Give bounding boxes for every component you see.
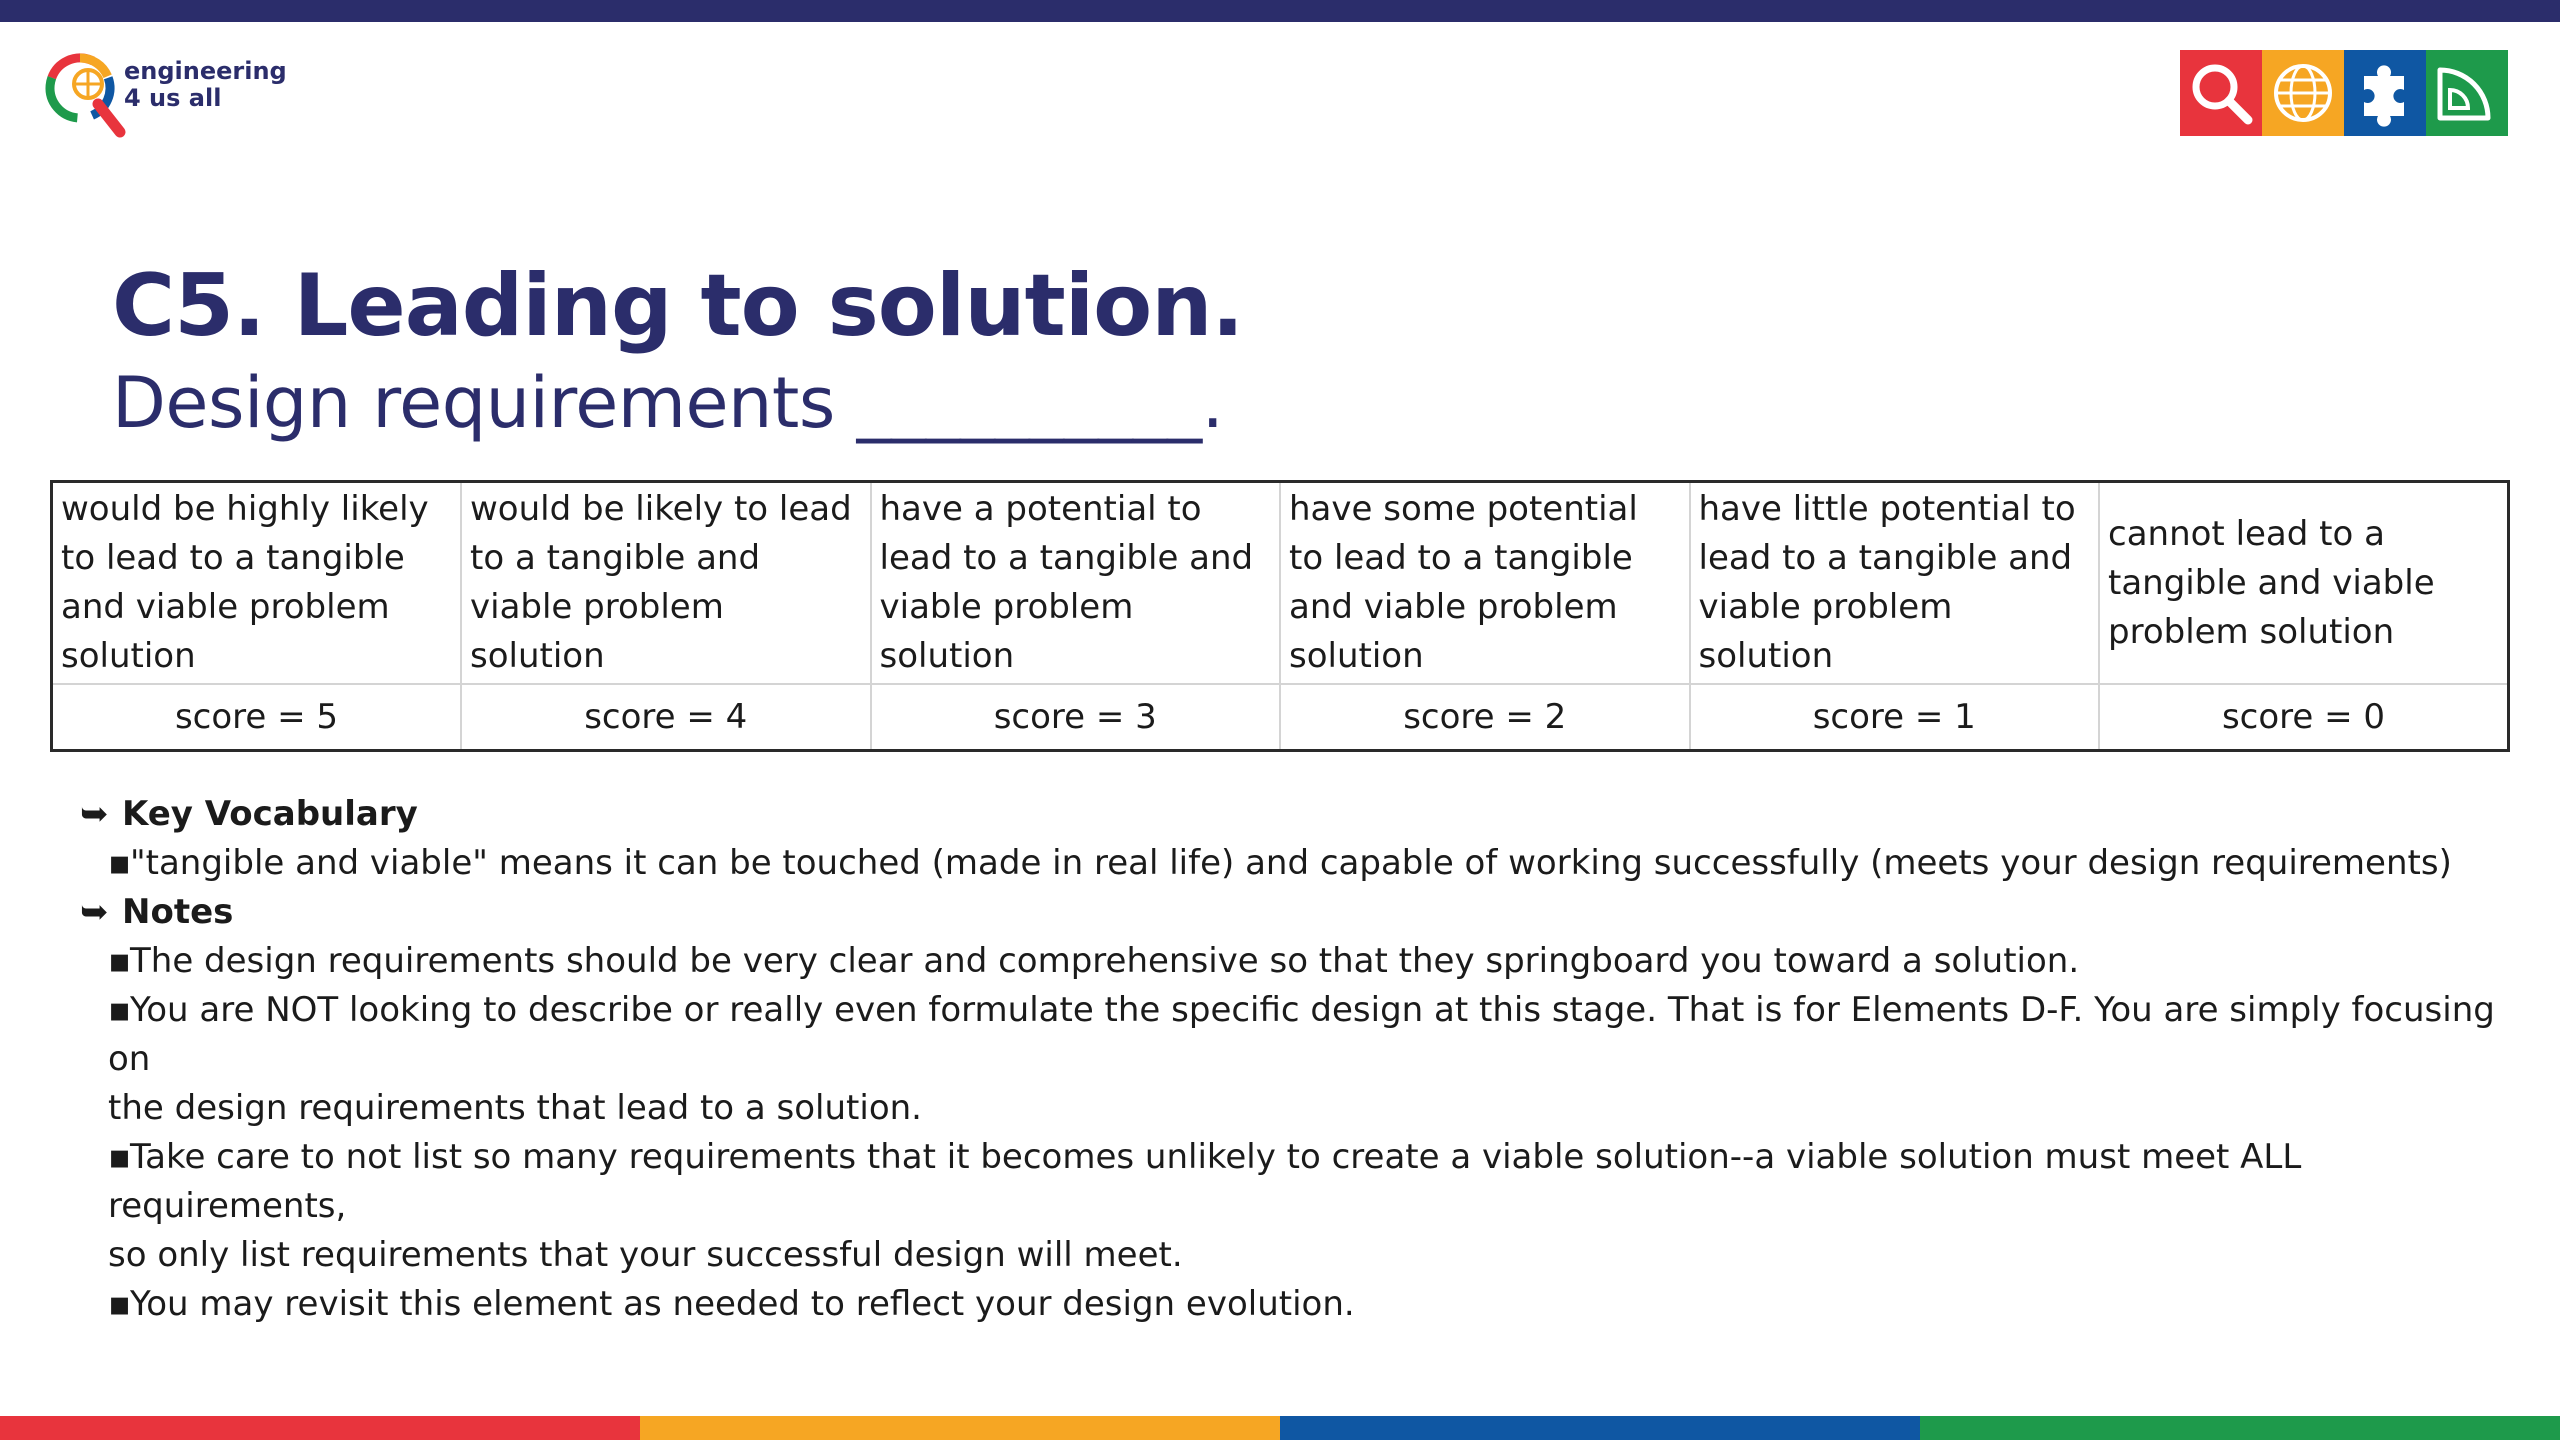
slide-title: C5. Leading to solution. xyxy=(112,256,1244,356)
slide-subtitle: Design requirements __________. xyxy=(112,362,1224,444)
logo-text-line1: engineering xyxy=(124,57,287,85)
arrow-bullet-icon: ➥ xyxy=(80,794,109,834)
note-text: The design requirements should be very clear and comprehensive so that they springboard you toward a solution. xyxy=(130,941,2080,981)
rubric-description-row xyxy=(52,482,2509,685)
protractor-icon xyxy=(2426,50,2508,136)
square-bullet-icon: ▪ xyxy=(108,941,132,981)
notes-label: Notes xyxy=(122,892,234,932)
rubric-cell-description: cannot lead to a tangible and viable problem solution xyxy=(2099,482,2509,685)
note-text: Take care to not list so many requirements that it becomes unlikely to create a viable solution--a viable solution must meet ALL requirements, xyxy=(108,1137,2302,1226)
list-item xyxy=(80,937,2500,986)
puzzle-icon xyxy=(2344,50,2426,136)
top-accent-bar xyxy=(0,0,2560,22)
bottom-bar-orange-segment xyxy=(640,1416,1280,1440)
scoring-rubric-table xyxy=(50,480,2510,752)
note-text: You are NOT looking to describe or really even formulate the specific design at this stage. That is for Elements D-F. You are simply focusing on xyxy=(108,990,2495,1079)
arrow-bullet-icon: ➥ xyxy=(80,892,109,932)
rubric-cell-score: score = 2 xyxy=(1280,684,1690,751)
notes-section xyxy=(80,790,2500,1329)
rubric-cell-description: would be highly likely to lead to a tangible and viable problem solution xyxy=(52,482,462,685)
note-text: You may revisit this element as needed to reflect your design evolution. xyxy=(130,1284,1355,1324)
rubric-cell-description: would be likely to lead to a tangible and viable problem solution xyxy=(461,482,871,685)
rubric-cell-score: score = 5 xyxy=(52,684,462,751)
vocab-item-text: "tangible and viable" means it can be touched (made in real life) and capable of working successfully (meets your design requirements) xyxy=(130,843,2452,883)
list-item xyxy=(80,986,2500,1084)
bottom-bar-blue-segment xyxy=(1280,1416,1920,1440)
list-item xyxy=(80,1280,2500,1329)
bottom-bar-red-segment xyxy=(0,1416,640,1440)
magnifier-icon xyxy=(2180,50,2262,136)
list-item xyxy=(80,1133,2500,1231)
square-bullet-icon: ▪ xyxy=(108,990,132,1030)
logo-text-line2: 4 us all xyxy=(124,84,222,112)
square-bullet-icon: ▪ xyxy=(108,1137,132,1177)
bottom-color-bar xyxy=(0,1416,2560,1440)
rubric-cell-score: score = 1 xyxy=(1690,684,2100,751)
rubric-cell-score: score = 3 xyxy=(871,684,1281,751)
notes-heading xyxy=(80,888,2500,937)
globe-icon xyxy=(2262,50,2344,136)
square-bullet-icon: ▪ xyxy=(108,1284,132,1324)
rubric-cell-description: have little potential to lead to a tangible and viable problem solution xyxy=(1690,482,2100,685)
square-bullet-icon: ▪ xyxy=(108,843,132,883)
list-item xyxy=(80,839,2500,888)
key-vocabulary-label: Key Vocabulary xyxy=(122,794,418,834)
note-continuation: so only list requirements that your successful design will meet. xyxy=(108,1235,1183,1275)
logo-magnifier-globe-icon xyxy=(40,44,136,144)
rubric-cell-score: score = 4 xyxy=(461,684,871,751)
rubric-cell-description: have some potential to lead to a tangible and viable problem solution xyxy=(1280,482,1690,685)
engineering-4-us-all-logo xyxy=(40,44,300,144)
key-vocabulary-heading xyxy=(80,790,2500,839)
rubric-cell-description: have a potential to lead to a tangible and viable problem solution xyxy=(871,482,1281,685)
rubric-cell-score: score = 0 xyxy=(2099,684,2509,751)
rubric-score-row xyxy=(52,684,2509,751)
bottom-bar-green-segment xyxy=(1920,1416,2560,1440)
note-continuation: the design requirements that lead to a solution. xyxy=(108,1088,922,1128)
stem-icon-strip xyxy=(2180,50,2508,136)
